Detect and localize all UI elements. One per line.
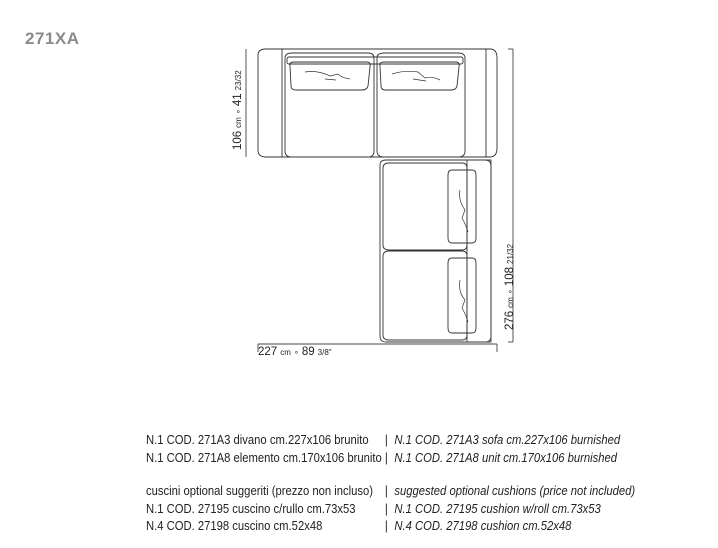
spec-english: N.4 COD. 27198 cushion cm.52x48 — [394, 519, 572, 533]
spec-english: N.1 COD. 27195 cushion w/roll cm.73x53 — [394, 501, 601, 516]
spec-row — [146, 450, 635, 468]
spec-separator: | — [384, 433, 388, 447]
length-dimension-label: 276cm∘10821/32 — [504, 243, 516, 330]
top-right-arm — [486, 49, 497, 157]
spec-italian: N.1 COD. 27195 cuscino c/rullo cm.73x53 — [146, 501, 356, 516]
spec-italian: N.1 COD. 271A3 divano cm.227x106 brunito — [146, 433, 369, 447]
top-sofa-back — [282, 49, 486, 157]
depth-dimension-label: 106cm∘4123/32 — [232, 70, 244, 150]
cushion-right-upper — [448, 170, 476, 243]
spec-italian: N.1 COD. 271A8 elemento cm.170x106 brunito — [146, 450, 382, 465]
spec-english: suggested optional cushions (price not included) — [394, 484, 636, 498]
spec-separator: | — [384, 519, 388, 533]
spec-english: N.1 COD. 271A8 unit cm.170x106 burnished — [394, 450, 618, 465]
spec-row — [146, 432, 635, 450]
top-sofa-outline — [258, 49, 282, 157]
top-seat-left — [285, 53, 374, 157]
spec-separator: | — [384, 484, 388, 498]
cushion-row — [146, 518, 635, 536]
cushion-top-right — [380, 62, 459, 90]
spec-italian: cuscini optional suggeriti (prezzo non incluso) — [146, 484, 373, 498]
spec-list — [146, 432, 635, 536]
right-unit-back — [467, 160, 491, 342]
right-seat-upper — [383, 163, 467, 250]
cushion-row — [146, 501, 635, 519]
width-dimension-label: 227 cm ∘ 89 3/8" — [258, 346, 332, 358]
cushion-row — [146, 483, 635, 501]
spec-english: N.1 COD. 271A3 sofa cm.227x106 burnished — [394, 433, 621, 447]
model-code: 271XA — [25, 29, 80, 48]
right-seat-lower — [383, 251, 467, 340]
spec-separator: | — [384, 501, 388, 516]
spec-separator: | — [384, 450, 388, 465]
spec-italian: N.4 COD. 27198 cuscino cm.52x48 — [146, 519, 323, 533]
top-seat-right — [377, 53, 465, 157]
